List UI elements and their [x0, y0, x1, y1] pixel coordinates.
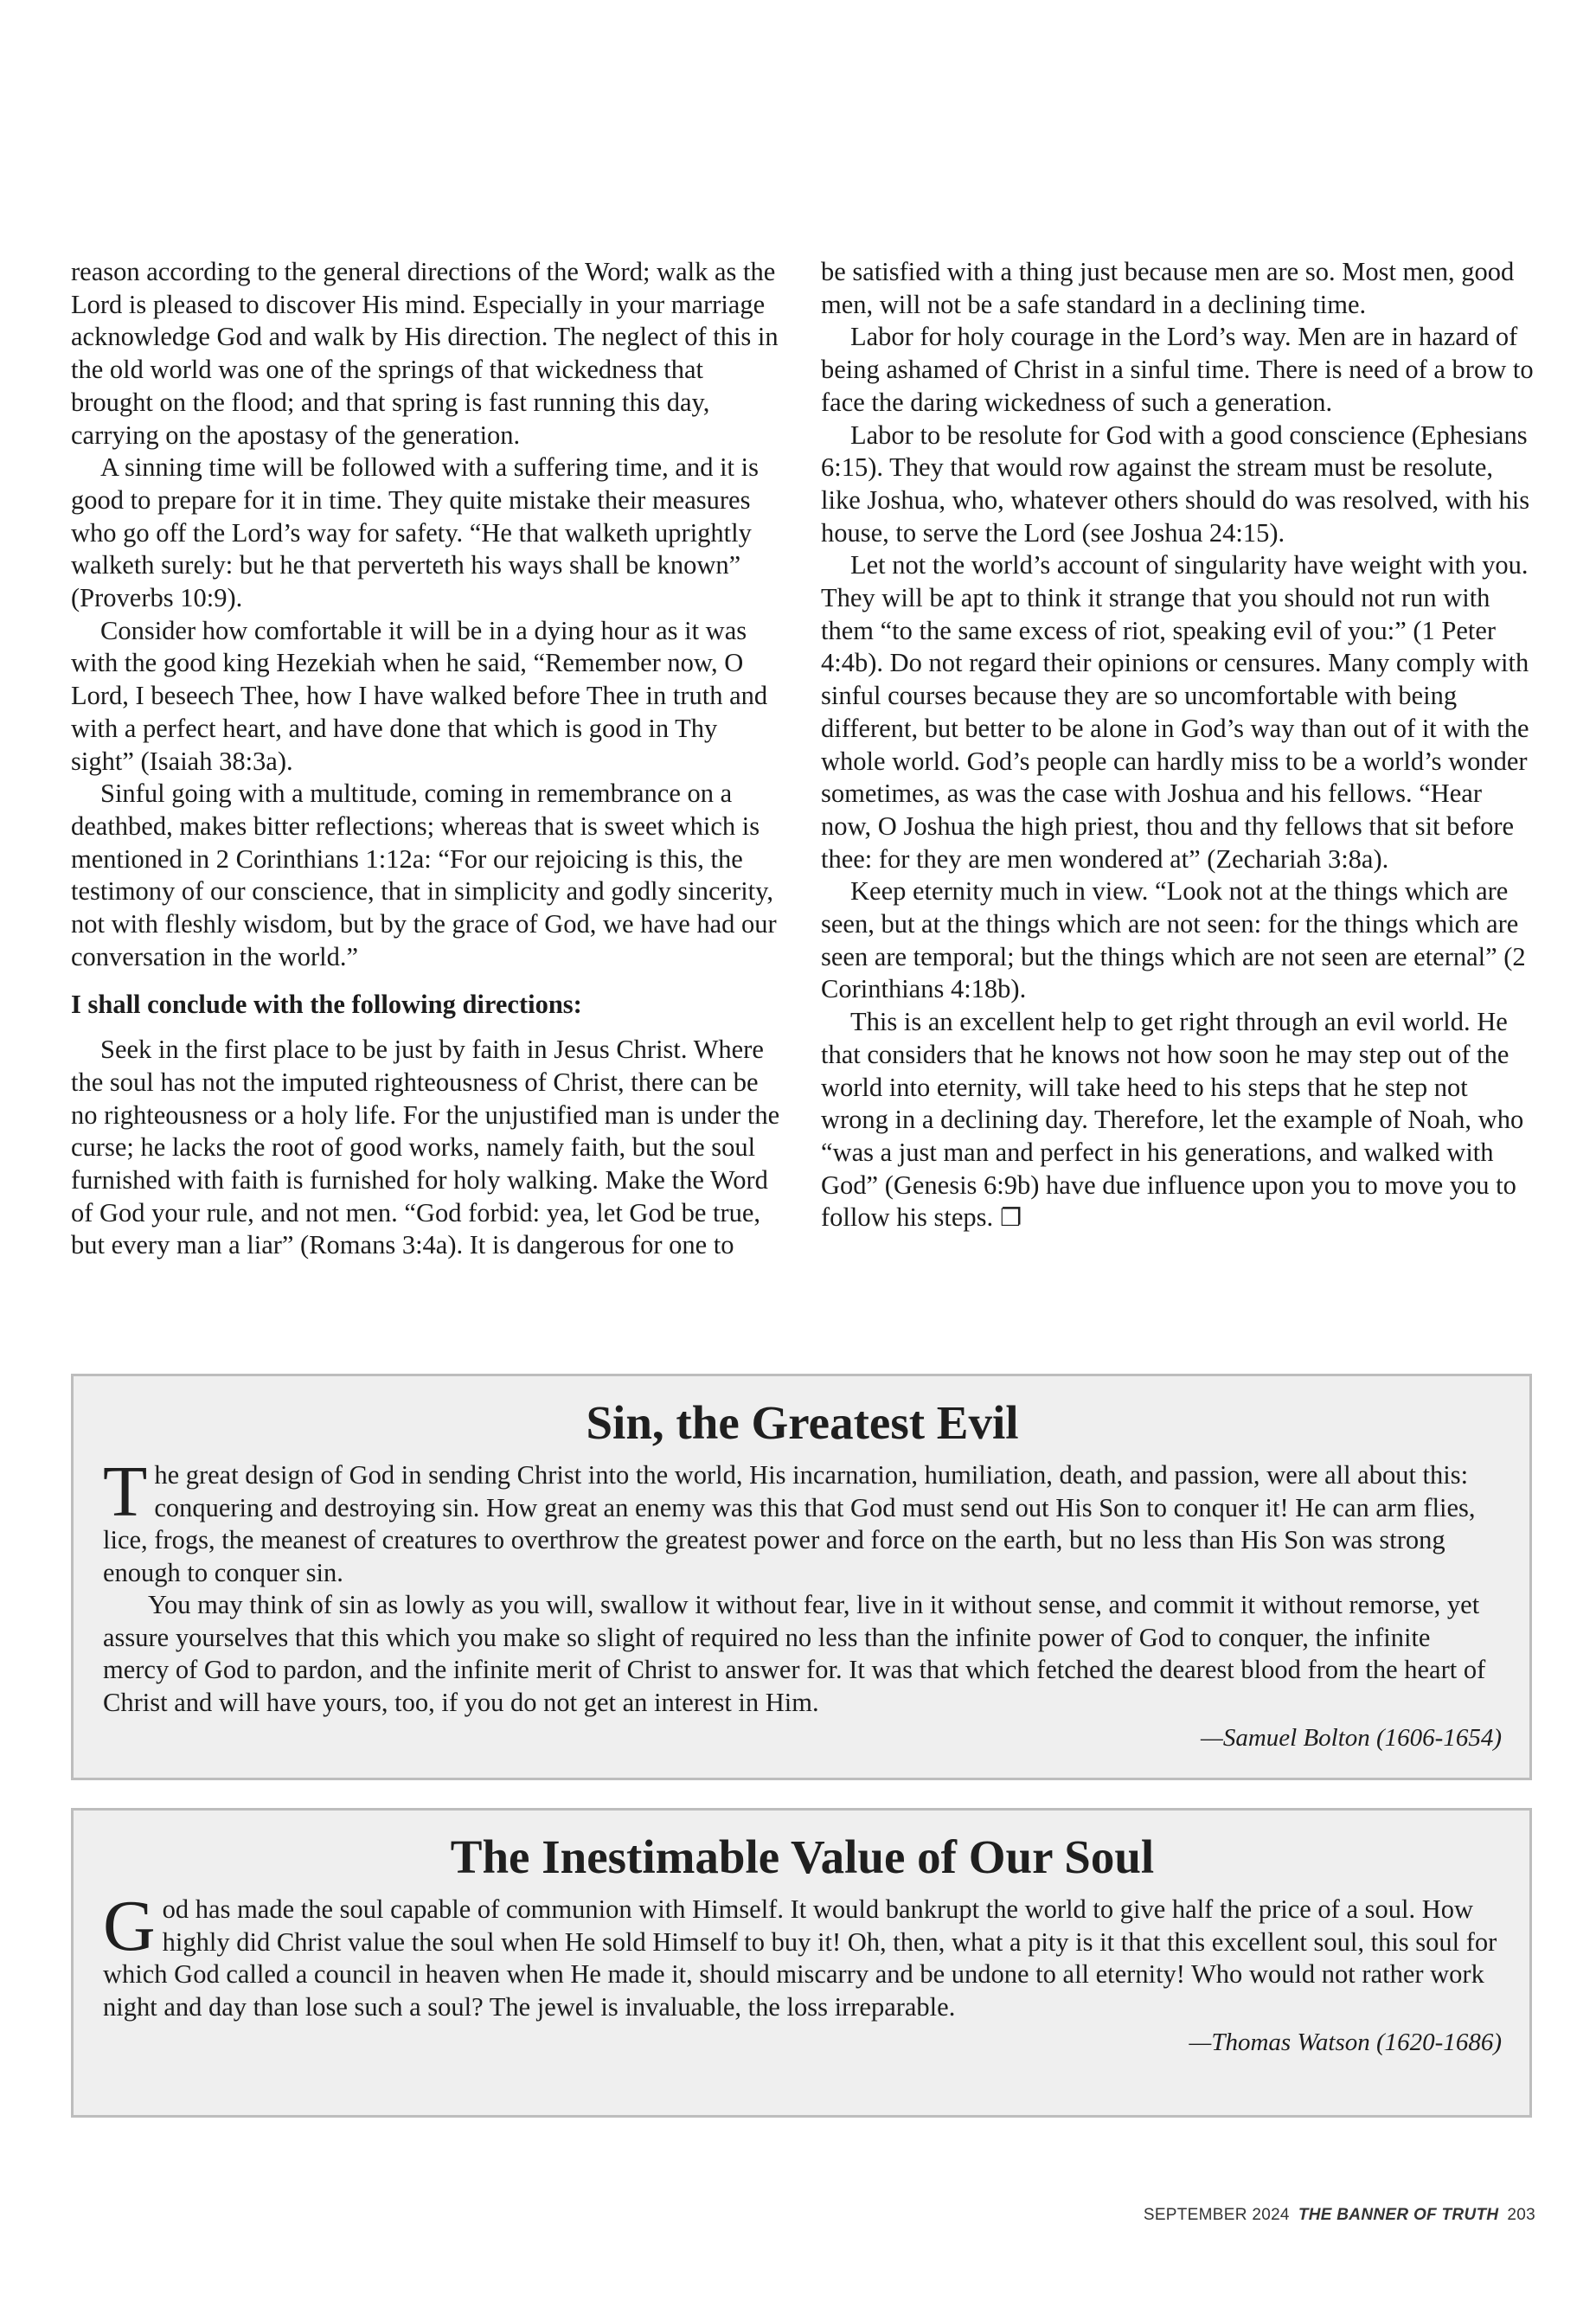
- paragraph: Keep eternity much in view. “Look not at the things which are seen, but at the things which are not seen: for the things which are seen are temporal; but the things which are not seen are eternal” (2 Corinthians 4:18b).: [821, 876, 1526, 1004]
- paragraph: Let not the world’s account of singularity have weight with you. They will be apt to think it strange that you should not run with them “to the same excess of riot, speaking evil of you:” (1 Peter 4:4b). Do not regard their opinions or censures. Many comply with sinful courses because they are so uncomfortable with being different, but better to be alone in God’s way than out of it with the whole world. God’s people can hardly miss to be a world’s wonder sometimes, as was the case with Joshua and his fellows. “Hear now, O Joshua the high priest, thou and thy fellows that sit before thee: for they are men wondered at” (Zechariah 3:8a).: [821, 550, 1529, 874]
- paragraph: A sinning time will be followed with a suffering time, and it is good to prepare for it in time. They quite mistake their measures who go off the Lord’s way for safety. “He that walketh uprightly walketh surely: but he that perverteth his ways shall be known” (Proverbs 10:9).: [71, 452, 759, 613]
- box-text: he great design of God in sending Christ into the world, His incarnation, humiliation, death, and passion, were all about this: conquering and destroying sin. How great an enemy was this that God must send out His Son to conquer it! He can arm flies, lice, frogs, the meanest of creatures to overthrow the greatest power and force on the earth, but no less than His Son was strong enough to conquer sin.: [103, 1460, 1476, 1587]
- footer-date: SEPTEMBER 2024: [1143, 2206, 1290, 2224]
- article-columns: [71, 256, 1535, 1262]
- paragraph: Consider how comfortable it will be in a dying hour as it was with the good king Hezekiah when he said, “Remember now, O Lord, I beseech Thee, how I have walked before Thee in truth and with a perfect heart, and have done that which is good in Thy sight” (Isaiah 38:3a).: [71, 615, 768, 776]
- box-attribution: —Thomas Watson (1620-1686): [1189, 2029, 1502, 2056]
- paragraph: reason according to the general directions of the Word; walk as the Lord is pleased to discover His mind. Especially in your marriage acknowledge God and walk by His direction. The neglect of this in the old world was one of the springs of that wickedness that brought on the flood; and that spring is fast running this day, carrying on the apostasy of the generation.: [71, 257, 779, 450]
- paragraph: be satisfied with a thing just because men are so. Most men, good men, will not be a safe standard in a declining time.: [821, 257, 1515, 319]
- box-paragraph: You may think of sin as lowly as you will, swallow it without fear, live in it without sense, and commit it without remorse, yet assure yourselves that this which you make so slight of required no less than the infinite power of God to conquer, the infinite mercy of God to pardon, and the infinite merit of Christ to answer for. It was that which fetched the dearest blood from the heart of Christ and will have yours, too, if you do not get an interest in Him.: [103, 1590, 1486, 1717]
- sidebar-box-sin: [71, 1374, 1532, 1780]
- box-attribution: —Samuel Bolton (1606-1654): [1201, 1724, 1502, 1752]
- paragraph-text: This is an excellent help to get right through an evil world. He that considers that he knows not how soon he may step out of the world into eternity, will take heed to his steps that he step not wrong in a declining day. Therefore, let the example of Noah, who “was a just man and perfect in his generations, and walked with God” (Genesis 6:9b) have due influence upon you to move you to follow his steps.: [821, 1007, 1524, 1233]
- box-paragraph: [103, 1886, 1502, 2023]
- box-title: Sin, the Greatest Evil: [586, 1396, 1019, 1449]
- footer-publication: THE BANNER OF TRUTH: [1298, 2206, 1499, 2224]
- sidebar-box-soul: [71, 1808, 1532, 2118]
- drop-cap: T: [103, 1452, 148, 1532]
- box-text: od has made the soul capable of communion with Himself. It would bankrupt the world to give half the price of a soul. How highly did Christ value the soul when He sold Himself to buy it! Oh, then, what a pity is it that this excellent soul, this soul for which God called a council in heaven when He made it, should miscarry and be undone to all eternity! Who would not rather work night and day than lose such a soul? The jewel is invaluable, the loss irreparable.: [103, 1894, 1497, 2022]
- paragraph: Labor for holy courage in the Lord’s way. Men are in hazard of being ashamed of Christ in a sinful time. There is need of a brow to face the daring wickedness of such a generation.: [821, 322, 1534, 417]
- section-subheading: I shall conclude with the following directions:: [71, 990, 582, 1020]
- drop-cap: G: [103, 1886, 156, 1966]
- page-footer: [1144, 2206, 1535, 2225]
- right-column: [821, 256, 1535, 1262]
- page-number: 203: [1507, 2206, 1535, 2224]
- paragraph: Labor to be resolute for God with a good conscience (Ephesians 6:15). They that would row against the stream must be resolute, like Joshua, who, whatever others should do was resolved, with his house, to serve the Lord (see Joshua 24:15).: [821, 420, 1530, 548]
- paragraph-last: [821, 1006, 1535, 1234]
- box-title: The Inestimable Value of Our Soul: [450, 1830, 1155, 1883]
- box-paragraph: [103, 1452, 1502, 1589]
- paragraph: Seek in the first place to be just by faith in Jesus Christ. Where the soul has not the imputed righteousness of Christ, there can be no righteousness or a holy life. For the unjustified man is under the curse; he lacks the root of good works, namely faith, but the soul furnished with faith is furnished for holy walking. Make the Word of God your rule, and not men. “God forbid: yea, let God be true, but every man a liar” (Romans 3:4a). It is dangerous for one to: [71, 1035, 780, 1260]
- left-column: [71, 256, 785, 1262]
- paragraph: Sinful going with a multitude, coming in remembrance on a deathbed, makes bitter reflections; whereas that is sweet which is mentioned in 2 Corinthians 1:12a: “For our rejoicing is this, the testimony of our conscience, that in simplicity and godly sincerity, not with fleshly wisdom, but by the grace of God, we have had our conversation in the world.”: [71, 779, 777, 971]
- end-mark-icon: ❐: [1000, 1203, 1022, 1233]
